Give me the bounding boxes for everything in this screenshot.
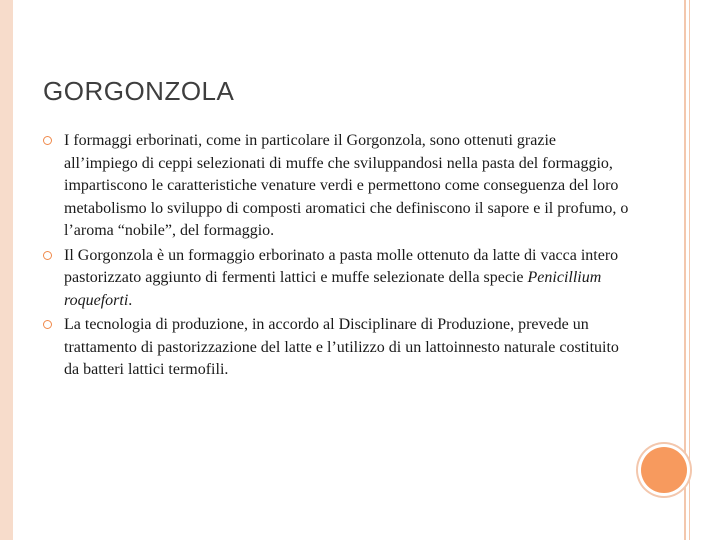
bullet-item [43, 314, 633, 382]
slide-title: GORGONZOLA [43, 76, 235, 106]
left-decorative-border [0, 0, 13, 540]
bullet-text: Il Gorgonzola è un formaggio erborinato a pasta molle ottenuto da latte di vacca intero pastorizzato aggiunto di fermenti lattici e muffe selezionate della specie [64, 246, 619, 286]
decorative-circle [641, 447, 687, 493]
circle-bullet-icon [43, 320, 52, 329]
bullet-item [43, 130, 633, 243]
species-name: Penicillium roqueforti [64, 269, 602, 309]
bullet-text-end: . [128, 291, 133, 309]
bullet-item [43, 245, 633, 313]
right-decorative-rule-thin [689, 0, 690, 540]
bullet-text: I formaggi erborinati, come in particolare il Gorgonzola, sono ottenuti grazie all’impiego di ceppi selezionati di muffe che sviluppandosi nella pasta del formaggio, impartiscono le caratteristiche venature verdi e permettono come conseguenza del loro metabolismo lo sviluppo di composti aromatici che definiscono il sapore e il profumo, o l’aroma “nobile”, del formaggio. [64, 132, 629, 239]
bullet-list [43, 130, 633, 384]
circle-bullet-icon [43, 251, 52, 260]
bullet-text: La tecnologia di produzione, in accordo al Disciplinare di Produzione, prevede un trattamento di pastorizzazione del latte e l’utilizzo di un lattoinnesto naturale costituito da batteri lattici termofili. [64, 316, 619, 378]
circle-bullet-icon [43, 136, 52, 145]
